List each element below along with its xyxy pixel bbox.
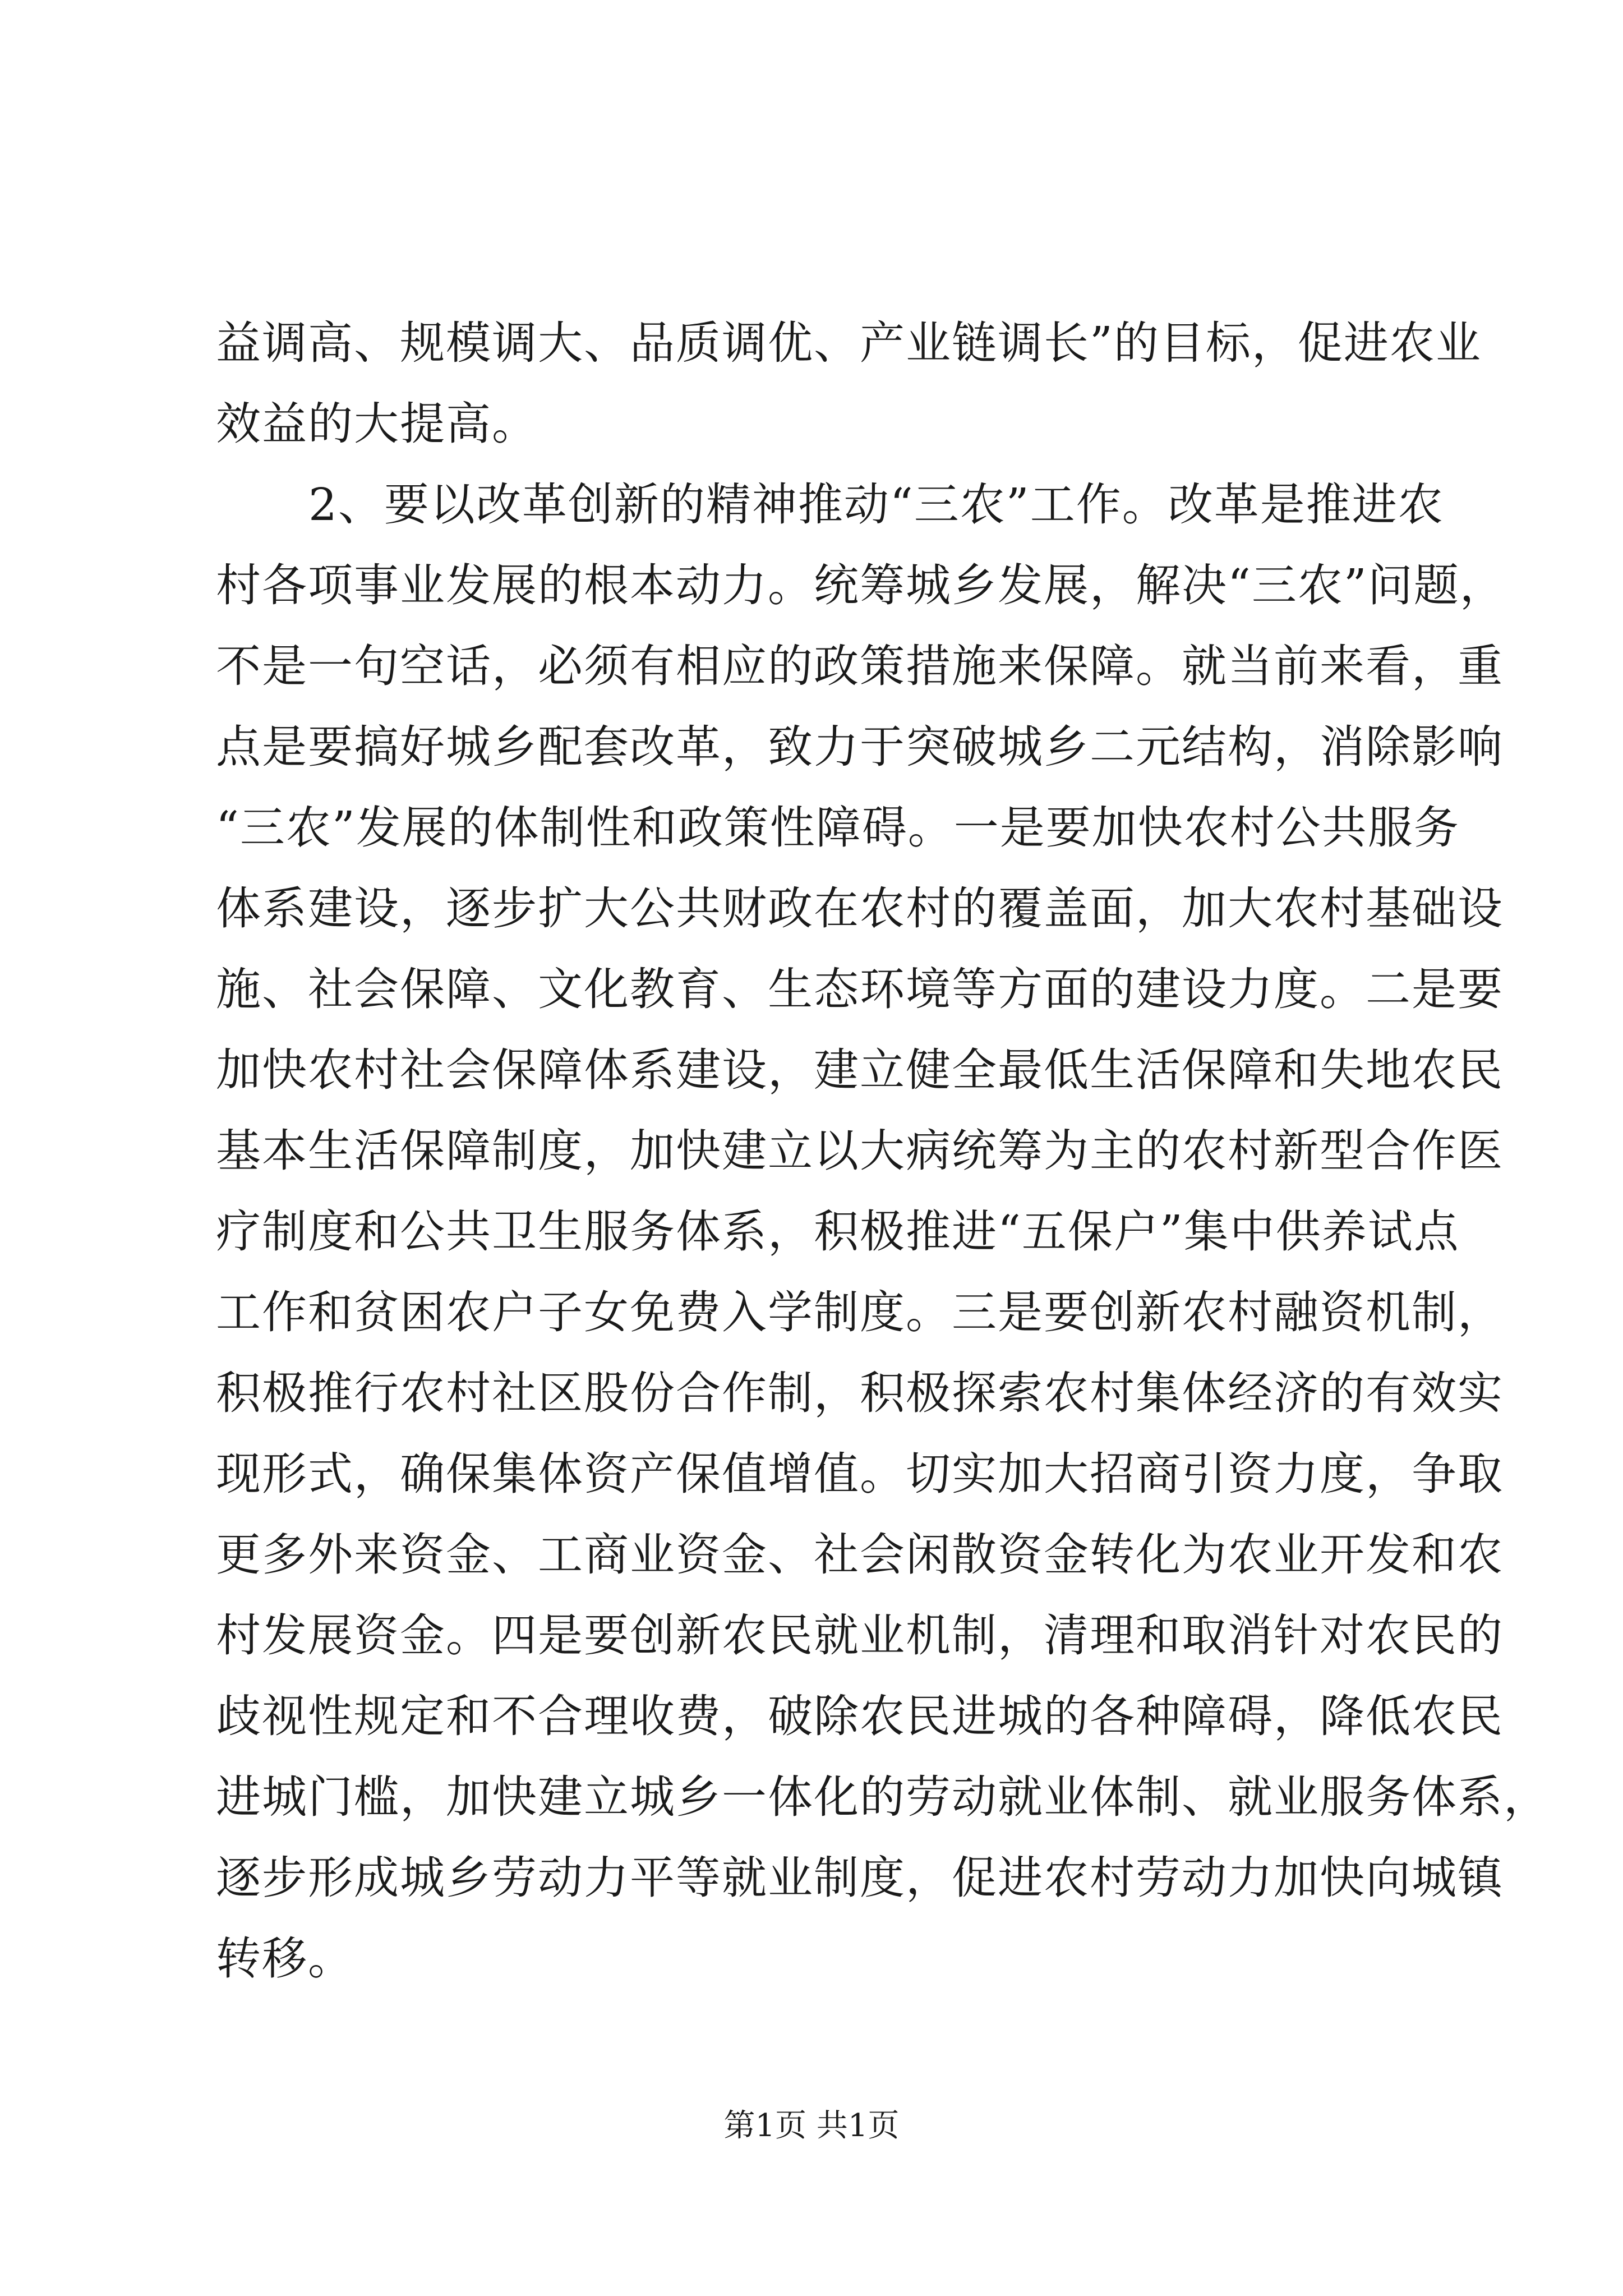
text-line: 点是要搞好城乡配套改革，致力于突破城乡二元结构，消除影响	[216, 721, 1504, 773]
text-line: 更多外来资金、工商业资金、社会闲散资金转化为农业开发和农	[216, 1529, 1504, 1581]
text-line: 施、社会保障、文化教育、生态环境等方面的建设力度。二是要	[216, 963, 1504, 1015]
paragraph-start-line: 2、要以改革创新的精神推动“三农”工作。改革是推进农	[308, 478, 1444, 531]
body-text	[216, 303, 1550, 1999]
text-line: 不是一句空话，必须有相应的政策措施来保障。就当前来看，重	[216, 640, 1504, 692]
text-line: 疗制度和公共卫生服务体系，积极推进“五保户”集中供养试点	[216, 1205, 1460, 1258]
text-line: 积极推行农村社区股份合作制，积极探索农村集体经济的有效实	[216, 1367, 1504, 1419]
text-line: 村各项事业发展的根本动力。统筹城乡发展，解决“三农”问题，	[216, 559, 1506, 611]
text-line: “三农”发展的体制性和政策性障碍。一是要加快农村公共服务	[216, 802, 1460, 854]
text-line: 村发展资金。四是要创新农民就业机制，清理和取消针对农民的	[216, 1609, 1504, 1662]
text-line: 进城门槛，加快建立城乡一体化的劳动就业体制、就业服务体系，	[216, 1771, 1550, 1823]
text-line: 体系建设，逐步扩大公共财政在农村的覆盖面，加大农村基础设	[216, 882, 1504, 935]
text-line: 加快农村社会保障体系建设，建立健全最低生活保障和失地农民	[216, 1044, 1504, 1096]
text-line: 益调高、规模调大、品质调优、产业链调长”的目标，促进农业	[216, 317, 1482, 369]
page-number-footer: 第1页 共1页	[723, 2108, 900, 2144]
text-line: 现形式，确保集体资产保值增值。切实加大招商引资力度，争取	[216, 1448, 1504, 1500]
text-line: 基本生活保障制度，加快建立以大病统筹为主的农村新型合作医	[216, 1125, 1504, 1177]
text-line: 转移。	[216, 1932, 354, 1985]
text-line: 效益的大提高。	[216, 398, 538, 450]
text-line: 工作和贫困农户子女免费入学制度。三是要创新农村融资机制，	[216, 1286, 1504, 1338]
text-line: 歧视性规定和不合理收费，破除农民进城的各种障碍，降低农民	[216, 1690, 1504, 1742]
text-line: 逐步形成城乡劳动力平等就业制度，促进农村劳动力加快向城镇	[216, 1852, 1504, 1904]
